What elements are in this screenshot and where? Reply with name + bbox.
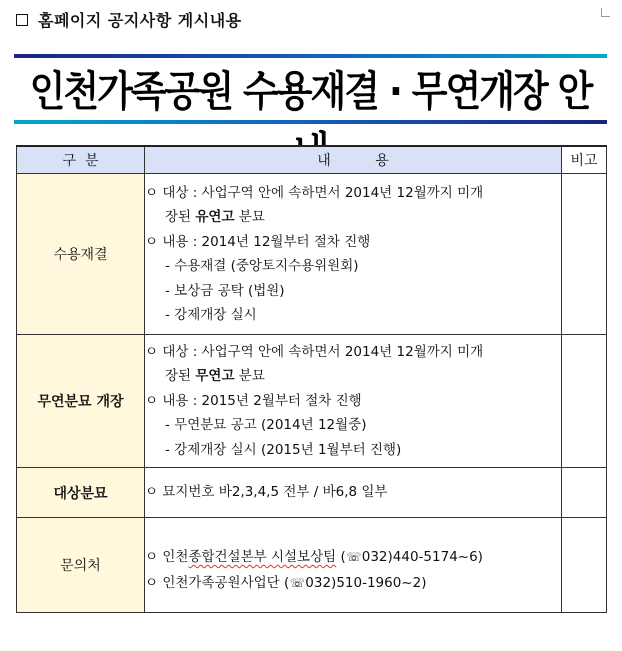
phone-icon: ☏ [289, 576, 305, 590]
content-line [145, 413, 561, 438]
line-text: - 수용재결 (중앙토지수용위원회) [165, 258, 359, 274]
table-row [17, 335, 607, 468]
line-bold-text: 무연고 [195, 368, 235, 385]
line-text: - 보상금 공탁 (법원) [165, 282, 285, 299]
contact-phone: 032)510-1960~2) [305, 575, 427, 591]
line-text: - 강제개장 실시 [165, 307, 257, 323]
header-category: 구 분 [17, 146, 145, 174]
page-heading [16, 8, 242, 31]
corner-mark [601, 8, 610, 17]
line-text: 장된 [165, 209, 196, 225]
page-heading-text: 홈페이지 공지사항 게시내용 [38, 11, 242, 30]
content-line [145, 279, 561, 304]
content-line [145, 364, 561, 389]
header-remarks: 비고 [562, 146, 607, 174]
line-bold-text: 유연고 [195, 209, 235, 225]
bullet: ㅇ [145, 575, 163, 591]
contact-phone: 032)440-5174~6) [361, 549, 483, 565]
line-text: 분묘 [234, 368, 265, 385]
row-content [145, 518, 562, 613]
table-row [17, 518, 607, 613]
row-content [145, 468, 562, 518]
content-line [145, 389, 561, 414]
header-content: 내 용 [145, 146, 562, 174]
phone-icon: ☏ [346, 550, 362, 564]
checkbox-icon [16, 14, 28, 26]
line-text: 장된 [165, 368, 196, 385]
table-row [17, 174, 607, 335]
contact-org: 인천 [162, 549, 189, 565]
row-category: 무연분묘 개장 [17, 335, 145, 468]
line-text: - 강제개장 실시 (2015년 1월부터 진행) [165, 441, 402, 458]
line-text: - 무연분묘 공고 (2014년 12월중) [165, 417, 367, 434]
row-category: 대상분묘 [17, 468, 145, 518]
content-line [145, 438, 561, 463]
contact-line: ㅇ 인천종합건설본부 시설보상팀 (☏032)440-5174~6) [145, 544, 561, 570]
row-remarks [562, 335, 607, 468]
row-remarks [562, 174, 607, 335]
title-banner [14, 54, 607, 124]
line-text: ㅇ 묘지번호 바2,3,4,5 전부 / 바6,8 일부 [145, 484, 388, 501]
row-remarks [562, 468, 607, 518]
contact-org-underlined: 종합건설본부 시설보상팀 [188, 549, 337, 565]
row-content [145, 335, 562, 468]
content-line [145, 205, 561, 230]
line-text: ㅇ 내용 : 2014년 12월부터 절차 진행 [145, 233, 371, 250]
row-category: 문의처 [17, 518, 145, 613]
line-text: ㅇ 내용 : 2015년 2월부터 절차 진행 [145, 392, 362, 409]
banner-bottom-bar [14, 120, 607, 124]
content-line [145, 340, 561, 365]
notice-table [16, 145, 607, 613]
content-line [145, 480, 561, 505]
line-text: ㅇ 대상 : 사업구역 안에 속하면서 2014년 12월까지 미개 [145, 343, 484, 360]
content-line [145, 303, 561, 328]
content-line [145, 254, 561, 279]
bullet: ㅇ [145, 549, 163, 565]
row-remarks [562, 518, 607, 613]
contact-org: 인천가족공원사업단 [162, 575, 280, 591]
row-content [145, 174, 562, 335]
row-category: 수용재결 [17, 174, 145, 335]
table-header-row [17, 146, 607, 174]
banner-title: 인천가족공원 수용재결 · 무연개장 안 [29, 67, 592, 116]
content-line [145, 181, 561, 206]
line-text: 분묘 [234, 209, 265, 225]
line-text: ㅇ 대상 : 사업구역 안에 속하면서 2014년 12월까지 미개 [145, 184, 484, 201]
table-row [17, 468, 607, 518]
content-line [145, 230, 561, 255]
contact-line: ㅇ 인천가족공원사업단 (☏032)510-1960~2) [145, 570, 561, 596]
